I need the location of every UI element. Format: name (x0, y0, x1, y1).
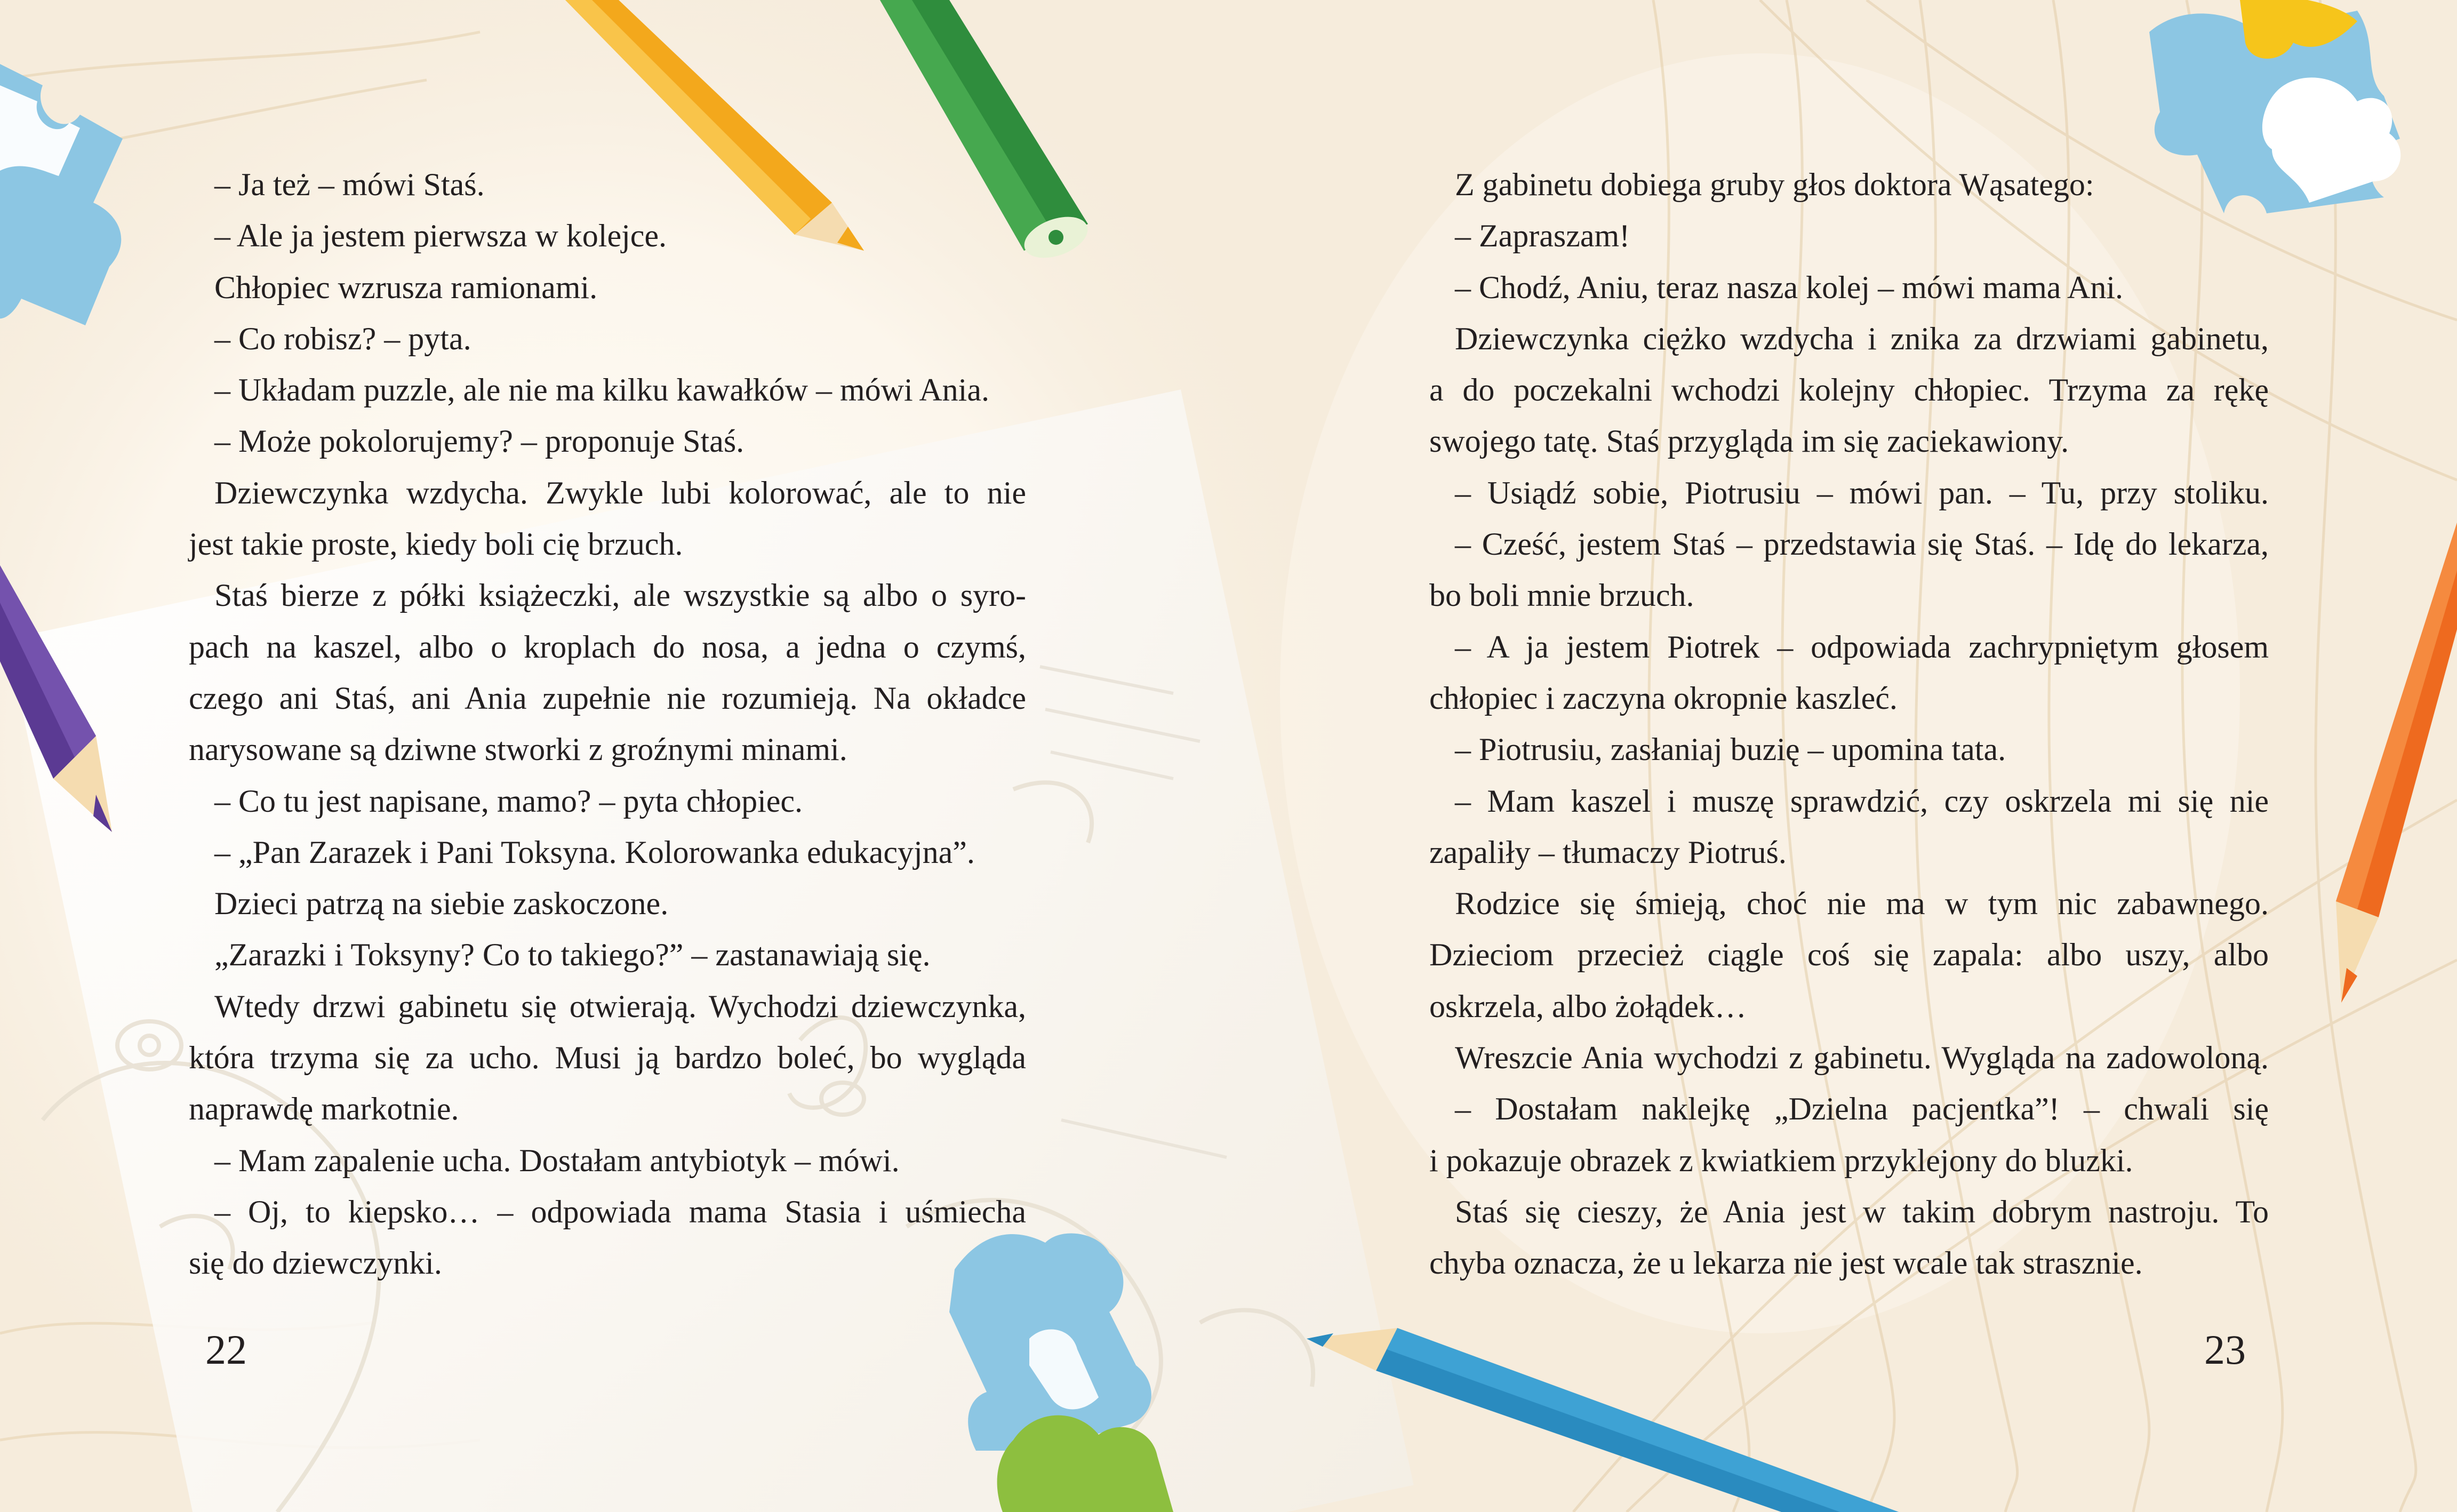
text-line: Wtedy drzwi gabinetu się otwierają. Wychodzi dziewczynka, (214, 988, 1026, 1024)
text-line: Dziewczynka ciężko wzdycha i znika za drzwiami gabinetu, (1455, 321, 2269, 356)
text-line: swojego tatę. Staś przygląda im się zaciekawiony. (1429, 423, 2069, 459)
text-line: zapaliły – tłumaczy Piotruś. (1429, 834, 1787, 870)
text-line: Wreszcie Ania wychodzi z gabinetu. Wygląda na zadowoloną. (1455, 1040, 2269, 1076)
text-line: „Zarazki i Toksyny? Co to takiego?” – zastanawiają się. (214, 937, 931, 973)
text-line: Rodzice się śmieją, choć nie ma w tym nic zabawnego. (1455, 886, 2269, 922)
text-line: się do dziewczynki. (189, 1245, 442, 1281)
text-line: a do poczekalni wchodzi kolejny chłopiec. Trzyma za rękę (1429, 372, 2269, 408)
text-line: – A ja jestem Piotrek – odpowiada zachrypniętym głosem (1455, 629, 2269, 665)
text-line: – Ale ja jestem pierwsza w kolejce. (214, 218, 667, 254)
text-line: – Piotrusiu, zasłaniaj buzię – upomina tata. (1455, 732, 2006, 767)
text-line: chłopiec i zaczyna okropnie kaszleć. (1429, 680, 1898, 716)
text-line: Staś się cieszy, że Ania jest w takim dobrym nastroju. To (1455, 1194, 2269, 1229)
text-line: jest takie proste, kiedy boli cię brzuch. (189, 526, 683, 562)
text-line: Dziewczynka wzdycha. Zwykle lubi kolorować, ale to nie (214, 475, 1026, 510)
text-line: Chłopiec wzrusza ramionami. (214, 269, 598, 305)
text-line: naprawdę markotnie. (189, 1091, 459, 1127)
text-line: – Może pokolorujemy? – proponuje Staś. (214, 423, 745, 459)
page-number-right: 23 (2204, 1326, 2246, 1373)
text-line: – Układam puzzle, ale nie ma kilku kawałków – mówi Ania. (214, 372, 989, 408)
text-line: – „Pan Zarazek i Pani Toksyna. Kolorowanka edukacyjna”. (214, 834, 975, 870)
text-line: – Co robisz? – pyta. (214, 321, 471, 356)
text-line: pach na kaszel, albo o kroplach do nosa, a jedna o czymś, (189, 629, 1026, 665)
text-line: Dzieciom przecież ciągle coś się zapala: albo uszy, albo (1429, 937, 2269, 973)
text-line: – Mam kaszel i muszę sprawdzić, czy oskrzela mi się nie (1455, 783, 2269, 819)
right-page-text (1429, 159, 2269, 1289)
left-page-text (189, 159, 1026, 1289)
text-line: Staś bierze z półki książeczki, ale wszystkie są albo o syro- (214, 578, 1026, 613)
text-line: – Oj, to kiepsko… – odpowiada mama Stasia i uśmiecha (214, 1194, 1026, 1229)
text-line: oskrzela, albo żołądek… (1429, 988, 1747, 1024)
text-line: – Dostałam naklejkę „Dzielna pacjentka”! – chwali się (1455, 1091, 2269, 1127)
text-line: i pokazuje obrazek z kwiatkiem przyklejony do bluzki. (1429, 1142, 2133, 1178)
text-line: – Chodź, Aniu, teraz nasza kolej – mówi mama Ani. (1455, 269, 2124, 305)
text-line: – Mam zapalenie ucha. Dostałam antybiotyk – mówi. (214, 1142, 900, 1178)
text-line: – Ja też – mówi Staś. (214, 167, 485, 202)
text-line: – Zapraszam! (1455, 218, 1630, 254)
page-number-left: 22 (205, 1326, 247, 1373)
text-line: – Usiądź sobie, Piotrusiu – mówi pan. – Tu, przy stoliku. (1455, 475, 2269, 510)
text-line: bo boli mnie brzuch. (1429, 578, 1694, 613)
text-line: – Co tu jest napisane, mamo? – pyta chłopiec. (214, 783, 803, 819)
text-line: narysowane są dziwne stworki z groźnymi minami. (189, 732, 847, 767)
text-line: chyba oznacza, że u lekarza nie jest wcale tak strasznie. (1429, 1245, 2143, 1281)
text-line: która trzyma się za ucho. Musi ją bardzo boleć, bo wygląda (189, 1040, 1026, 1076)
text-line: Dzieci patrzą na siebie zaskoczone. (214, 886, 669, 922)
text-line: czego ani Staś, ani Ania zupełnie nie rozumieją. Na okładce (189, 680, 1026, 716)
text-line: – Cześć, jestem Staś – przedstawia się Staś. – Idę do lekarza, (1455, 526, 2269, 562)
text-line: Z gabinetu dobiega gruby głos doktora Wąsatego: (1455, 167, 2094, 202)
